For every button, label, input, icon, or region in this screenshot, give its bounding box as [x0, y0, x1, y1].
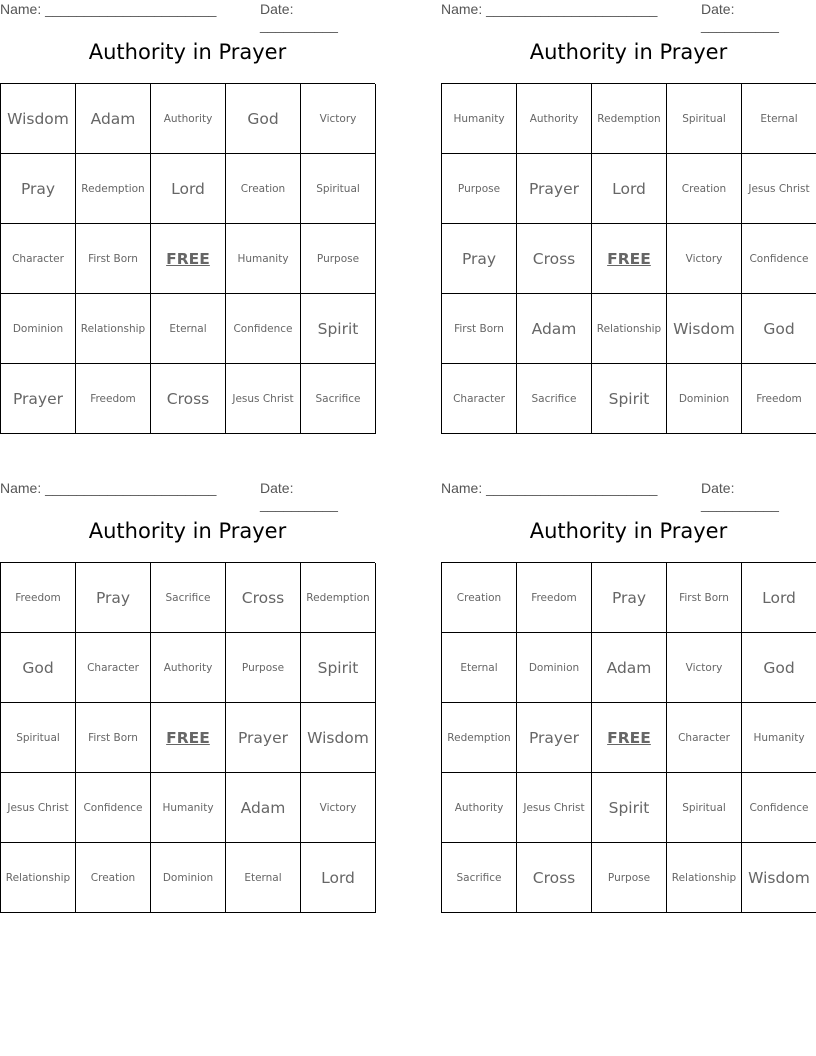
bingo-card-1 — [0, 0, 375, 434]
bingo-cell: Purpose — [226, 633, 301, 703]
bingo-cell: God — [226, 84, 301, 154]
bingo-cell: Eternal — [742, 84, 816, 154]
bingo-cell: Authority — [151, 633, 226, 703]
bingo-cell: Prayer — [226, 703, 301, 773]
bingo-cell: Wisdom — [742, 843, 816, 913]
bingo-cell: Confidence — [742, 773, 816, 843]
bingo-cell: Redemption — [301, 563, 376, 633]
bingo-grid — [441, 83, 816, 434]
bingo-cell: Purpose — [592, 843, 667, 913]
bingo-cell: Purpose — [442, 154, 517, 224]
bingo-cell: Pray — [76, 563, 151, 633]
name-field-label: Name: ______________________ — [441, 1, 658, 17]
bingo-cell: Adam — [592, 633, 667, 703]
name-field-label: Name: ______________________ — [0, 1, 217, 17]
bingo-cell: Authority — [151, 84, 226, 154]
bingo-grid — [0, 562, 375, 913]
bingo-cell: Lord — [151, 154, 226, 224]
free-space-cell: FREE — [151, 224, 226, 294]
bingo-cell: Victory — [301, 84, 376, 154]
card-title: Authority in Prayer — [529, 40, 728, 64]
name-field-label: Name: ______________________ — [0, 480, 217, 496]
bingo-cell: Victory — [301, 773, 376, 843]
bingo-cell: Dominion — [667, 364, 742, 434]
bingo-cell: Creation — [442, 563, 517, 633]
bingo-cell: Relationship — [592, 294, 667, 364]
card-header — [441, 480, 816, 512]
bingo-cell: Dominion — [517, 633, 592, 703]
bingo-cell: Confidence — [742, 224, 816, 294]
bingo-cell: God — [742, 633, 816, 703]
bingo-cell: Spiritual — [301, 154, 376, 224]
card-title: Authority in Prayer — [88, 519, 287, 543]
bingo-cell: Jesus Christ — [517, 773, 592, 843]
bingo-cell: Spirit — [301, 633, 376, 703]
bingo-cell: Prayer — [1, 364, 76, 434]
bingo-cell: Creation — [226, 154, 301, 224]
bingo-cell: Jesus Christ — [1, 773, 76, 843]
date-field-label: Date: __________ — [701, 1, 779, 33]
bingo-cell: First Born — [442, 294, 517, 364]
bingo-cell: Freedom — [76, 364, 151, 434]
bingo-cell: Jesus Christ — [742, 154, 816, 224]
bingo-cell: Spirit — [592, 364, 667, 434]
free-space-cell: FREE — [592, 703, 667, 773]
bingo-cell: Authority — [517, 84, 592, 154]
bingo-cell: Adam — [517, 294, 592, 364]
card-header — [0, 480, 375, 512]
bingo-cell: Eternal — [442, 633, 517, 703]
bingo-cell: Victory — [667, 633, 742, 703]
bingo-cell: First Born — [667, 563, 742, 633]
bingo-cell: Character — [1, 224, 76, 294]
bingo-cell: Cross — [151, 364, 226, 434]
bingo-cell: Prayer — [517, 154, 592, 224]
bingo-cell: First Born — [76, 224, 151, 294]
bingo-cell: Redemption — [592, 84, 667, 154]
bingo-cell: Cross — [517, 843, 592, 913]
card-title: Authority in Prayer — [88, 40, 287, 64]
bingo-cell: God — [742, 294, 816, 364]
bingo-cell: Lord — [592, 154, 667, 224]
bingo-cell: Relationship — [667, 843, 742, 913]
bingo-cell: Creation — [76, 843, 151, 913]
bingo-cell: Purpose — [301, 224, 376, 294]
bingo-cell: Authority — [442, 773, 517, 843]
bingo-cell: Spiritual — [1, 703, 76, 773]
bingo-cell: Lord — [742, 563, 816, 633]
bingo-cell: Spiritual — [667, 773, 742, 843]
bingo-cell: Pray — [442, 224, 517, 294]
bingo-cell: Freedom — [1, 563, 76, 633]
bingo-cell: Cross — [517, 224, 592, 294]
bingo-cell: Sacrifice — [151, 563, 226, 633]
bingo-cell: Relationship — [76, 294, 151, 364]
bingo-cell: Character — [442, 364, 517, 434]
bingo-cell: Wisdom — [301, 703, 376, 773]
bingo-cell: Pray — [592, 563, 667, 633]
free-space-cell: FREE — [151, 703, 226, 773]
bingo-card-3 — [0, 479, 375, 913]
bingo-cell: Spiritual — [667, 84, 742, 154]
bingo-cell: Dominion — [151, 843, 226, 913]
bingo-cell: Character — [76, 633, 151, 703]
bingo-cell: Humanity — [226, 224, 301, 294]
bingo-cell: Humanity — [442, 84, 517, 154]
bingo-cell: Freedom — [517, 563, 592, 633]
bingo-cell: Creation — [667, 154, 742, 224]
bingo-cell: Pray — [1, 154, 76, 224]
card-title: Authority in Prayer — [529, 519, 728, 543]
bingo-cell: Eternal — [151, 294, 226, 364]
date-field-label: Date: __________ — [260, 480, 338, 512]
card-header — [0, 1, 375, 33]
bingo-cell: Lord — [301, 843, 376, 913]
bingo-cell: Wisdom — [667, 294, 742, 364]
bingo-cell: Humanity — [151, 773, 226, 843]
bingo-cell: Adam — [76, 84, 151, 154]
bingo-cell: Dominion — [1, 294, 76, 364]
bingo-cell: Prayer — [517, 703, 592, 773]
date-field-label: Date: __________ — [701, 480, 779, 512]
bingo-cell: Sacrifice — [442, 843, 517, 913]
bingo-cell: Humanity — [742, 703, 816, 773]
bingo-cell: Sacrifice — [517, 364, 592, 434]
bingo-cell: Wisdom — [1, 84, 76, 154]
bingo-cell: Eternal — [226, 843, 301, 913]
bingo-card-2 — [441, 0, 816, 434]
bingo-cell: Freedom — [742, 364, 816, 434]
bingo-cell: Victory — [667, 224, 742, 294]
bingo-grid — [0, 83, 375, 434]
bingo-cell: Redemption — [76, 154, 151, 224]
free-space-cell: FREE — [592, 224, 667, 294]
bingo-cell: First Born — [76, 703, 151, 773]
bingo-cell: Cross — [226, 563, 301, 633]
date-field-label: Date: __________ — [260, 1, 338, 33]
bingo-card-4 — [441, 479, 816, 913]
name-field-label: Name: ______________________ — [441, 480, 658, 496]
bingo-grid — [441, 562, 816, 913]
bingo-cell: Character — [667, 703, 742, 773]
bingo-cell: Adam — [226, 773, 301, 843]
bingo-cell: Spirit — [592, 773, 667, 843]
card-header — [441, 1, 816, 33]
bingo-cell: Sacrifice — [301, 364, 376, 434]
bingo-cell: Confidence — [226, 294, 301, 364]
bingo-cell: Confidence — [76, 773, 151, 843]
bingo-cell: Relationship — [1, 843, 76, 913]
bingo-cell: Redemption — [442, 703, 517, 773]
bingo-cell: Spirit — [301, 294, 376, 364]
bingo-cell: God — [1, 633, 76, 703]
bingo-cell: Jesus Christ — [226, 364, 301, 434]
